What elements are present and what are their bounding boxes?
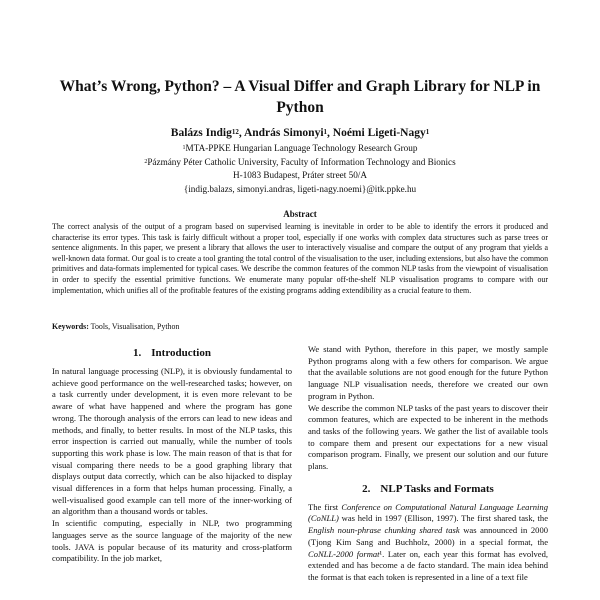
left-column bbox=[52, 344, 292, 600]
affiliation-line: $^2$Pázmány Péter Catholic University, Faculty of Information Technology and Bionics bbox=[144, 156, 456, 167]
keywords bbox=[52, 322, 548, 331]
keywords-value: Tools, Visualisation, Python bbox=[90, 322, 180, 331]
author: Balázs Indig$^{12}$, bbox=[170, 127, 244, 139]
abstract-heading: Abstract bbox=[283, 209, 317, 219]
affiliation-line: $^1$MTA-PPKE Hungarian Language Technology Research Group bbox=[182, 143, 418, 153]
section-heading-introduction: 1. Introduction bbox=[133, 347, 211, 359]
paragraph: The first Conference on Computational Natural Language Learning (CoNLL) was held in 1997 (Ellison, 1997). The first shared task, the English noun-phrase chunking shared task was announced in 2000 (Tjong Kim Sang and Buchholz, 2000) in a special format, the CoNLL-2000 format¹. Later on, each year this format has evolved, extended and has become a de facto standard. The main idea behind the format is that each token is represented in a line of a text file bbox=[308, 501, 548, 582]
affiliations bbox=[40, 142, 560, 196]
affiliation-address: H-1083 Budapest, Práter street 50/A bbox=[233, 170, 367, 181]
author-list bbox=[40, 126, 560, 140]
paper-title: What’s Wrong, Python? – A Visual Differ and Graph Library for NLP in Python bbox=[59, 78, 541, 116]
right-column bbox=[308, 344, 548, 600]
paragraph: In natural language processing (NLP), it is obviously fundamental to achieve good performance on the well-researched tasks; however, on a task currently under development, it is even more relevant to be aware of what have happened and where the program has gone wrong. The thorough analysis of the errors can lead to new ideas and methods, and finally, to better results. In most of the NLP tasks, this error inspection is carried out manually, while the number of tools supporting this work phase is low. The main reason of that is that for visual comparing there needs to be a good graphing library that displays output data correctly, which can be also hijacked to display visual differences in a form that helps human processing. Finally, a well-visualised good example can tell more of the inner-working of an algorithm than a thousand words or tables. bbox=[52, 366, 292, 517]
abstract-text: The correct analysis of the output of a program based on supervised learning is inevitable in order to be able to identify the errors it produced and characterise its error types. This task is fairly difficult without a proper tool, especially if one works with complex data structures such as parse trees or sentence alignments. In this paper, we present a library that allows the user to interactively visualise and compare the output of any program that yields a well-known data format. Our goal is to create a tool granting the total control of the visualisation to the user, including extensions, but also have the common primitives and data-formats implemented for typical cases. We describe the common features of the common NLP tasks from the viewpoint of visualisation in order to specify the essential primitive functions. We enumerate many popular off-the-shelf NLP visualisation programs to compare with our implementation, which unifies all of the profitable features of the existing programs adding extendibility as a crucial feature to them. bbox=[52, 222, 549, 295]
paragraph: In scientific computing, especially in NLP, two programming languages serve as the source language of the majority of the new tools. JAVA is popular because of its maturity and cross-platform compatibility. In the job market, bbox=[52, 518, 292, 564]
affiliation-emails: {indig.balazs, simonyi.andras, ligeti-nagy.noemi}@itk.ppke.hu bbox=[183, 183, 417, 194]
keywords-label: Keywords: bbox=[52, 322, 89, 331]
author: Noémi Ligeti-Nagy$^1$ bbox=[332, 127, 430, 139]
section-heading-nlp-tasks: 2. NLP Tasks and Formats bbox=[362, 482, 494, 495]
paragraph: We describe the common NLP tasks of the past years to discover their common features, which are expected to be inherent in the methods and tasks of the following years. We gather the list of available tools to compare them and present our expectations for a new visual comparison program. Finally, we present our solution and our future plans. bbox=[308, 402, 548, 472]
author: András Simonyi$^1$, bbox=[243, 127, 333, 139]
paragraph: We stand with Python, therefore in this paper, we mostly sample Python programs along with a few others for comparison. We argue that the available solutions are not good enough for the future Python language NLP visualisation needs, therefore we created our own program in Python. bbox=[308, 344, 548, 401]
